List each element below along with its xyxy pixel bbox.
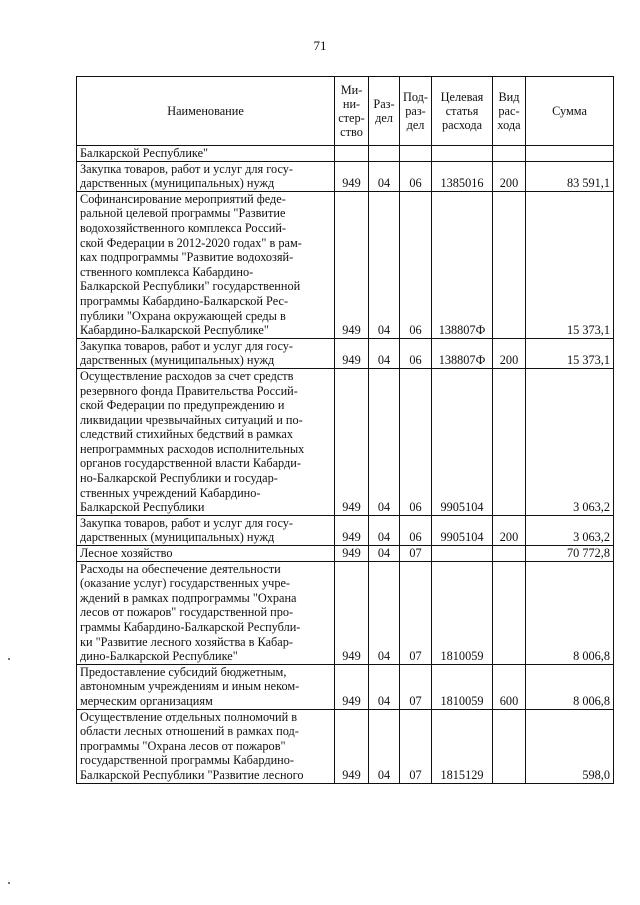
row-target-article: 9905104	[432, 368, 493, 515]
row-target-article: 138807Ф	[432, 191, 493, 338]
row-sum: 8 006,8	[526, 664, 614, 709]
row-expense-type: 200	[493, 161, 526, 191]
row-section: 04	[369, 338, 400, 368]
header-ministry: Ми- ни- стер- ство	[335, 77, 369, 146]
row-sum: 3 063,2	[526, 515, 614, 545]
row-name: Осуществление отдельных полномочий в области лесных отношений в рамках под- программы "Охрана лесов от пожаров" государственной программы Кабардино- Балкарской Республики "Развитие лесного	[77, 709, 335, 783]
row-name: Предоставление субсидий бюджетным, автономным учреждениям и иным неком- мерческим организациям	[77, 664, 335, 709]
row-section: 04	[369, 368, 400, 515]
table-row	[77, 709, 614, 783]
row-subsection: 06	[400, 338, 432, 368]
scan-speck	[8, 658, 10, 660]
row-name: Расходы на обеспечение деятельности (оказание услуг) государственных учре- ждений в рамках подпрограммы "Охрана лесов от пожаров" государственной про- граммы Кабардино-Балкарской Республи- ки "Развитие лесного хозяйства в Кабар- дино-Балкарской Республике"	[77, 561, 335, 664]
row-ministry: 949	[335, 515, 369, 545]
row-expense-type	[493, 561, 526, 664]
row-ministry	[335, 146, 369, 162]
table-row	[77, 338, 614, 368]
table-row	[77, 515, 614, 545]
table-header-row	[77, 77, 614, 146]
row-target-article: 1810059	[432, 664, 493, 709]
row-name: Софинансирование мероприятий феде- ральной целевой программы "Развитие водохозяйственного комплекса Россий- ской Федерации в 2012-2020 годах" в рам- ках подпрограммы "Развитие водохозяй- ственного комплекса Кабардино- Балкарской Республики" государственной программы Кабардино-Балкарской Рес- публики "Охрана окружающей среды в Кабардино-Балкарской Республике"	[77, 191, 335, 338]
row-sum: 70 772,8	[526, 546, 614, 562]
row-subsection: 07	[400, 709, 432, 783]
row-name: Балкарской Республике"	[77, 146, 335, 162]
row-expense-type	[493, 146, 526, 162]
row-expense-type	[493, 546, 526, 562]
row-sum: 3 063,2	[526, 368, 614, 515]
row-sum: 598,0	[526, 709, 614, 783]
row-target-article	[432, 546, 493, 562]
row-ministry: 949	[335, 368, 369, 515]
header-sum: Сумма	[526, 77, 614, 146]
row-ministry: 949	[335, 561, 369, 664]
row-section: 04	[369, 191, 400, 338]
table-row	[77, 146, 614, 162]
row-section: 04	[369, 709, 400, 783]
row-ministry: 949	[335, 338, 369, 368]
table-row	[77, 191, 614, 338]
header-target-article: Целевая статья расхода	[432, 77, 493, 146]
header-subsection: Под- раз- дел	[400, 77, 432, 146]
row-subsection: 06	[400, 368, 432, 515]
row-target-article: 1815129	[432, 709, 493, 783]
row-ministry: 949	[335, 546, 369, 562]
row-subsection: 06	[400, 515, 432, 545]
row-subsection: 06	[400, 191, 432, 338]
row-ministry: 949	[335, 709, 369, 783]
row-expense-type	[493, 191, 526, 338]
table-row	[77, 546, 614, 562]
row-sum	[526, 146, 614, 162]
table-row	[77, 368, 614, 515]
row-target-article: 1385016	[432, 161, 493, 191]
row-ministry: 949	[335, 161, 369, 191]
row-section: 04	[369, 561, 400, 664]
row-ministry: 949	[335, 664, 369, 709]
row-target-article: 138807Ф	[432, 338, 493, 368]
row-expense-type: 200	[493, 515, 526, 545]
row-target-article	[432, 146, 493, 162]
row-section: 04	[369, 664, 400, 709]
row-subsection: 06	[400, 161, 432, 191]
row-section: 04	[369, 515, 400, 545]
row-sum: 83 591,1	[526, 161, 614, 191]
row-expense-type	[493, 368, 526, 515]
row-sum: 15 373,1	[526, 191, 614, 338]
row-target-article: 1810059	[432, 561, 493, 664]
row-expense-type: 200	[493, 338, 526, 368]
row-sum: 8 006,8	[526, 561, 614, 664]
scan-speck	[8, 882, 10, 884]
row-expense-type: 600	[493, 664, 526, 709]
row-name: Закупка товаров, работ и услуг для госу- дарственных (муниципальных) нужд	[77, 515, 335, 545]
row-name: Лесное хозяйство	[77, 546, 335, 562]
table-row	[77, 664, 614, 709]
row-section	[369, 146, 400, 162]
row-name: Закупка товаров, работ и услуг для госу- дарственных (муниципальных) нужд	[77, 338, 335, 368]
row-name: Осуществление расходов за счет средств резервного фонда Правительства Россий- ской Федерации по предупреждению и ликвидации чрезвычайных ситуаций и по- следствий стихийных бедствий в рамках непрограммных расходов исполнительных органов государственной власти Кабарди- но-Балкарской Республики и государ- ственных учреждений Кабардино- Балкарской Республики	[77, 368, 335, 515]
row-subsection: 07	[400, 561, 432, 664]
row-subsection	[400, 146, 432, 162]
row-sum: 15 373,1	[526, 338, 614, 368]
row-subsection: 07	[400, 664, 432, 709]
row-expense-type	[493, 709, 526, 783]
table-row	[77, 161, 614, 191]
row-name: Закупка товаров, работ и услуг для госу- дарственных (муниципальных) нужд	[77, 161, 335, 191]
header-section: Раз- дел	[369, 77, 400, 146]
header-expense-type: Вид рас- хода	[493, 77, 526, 146]
row-section: 04	[369, 161, 400, 191]
table-row	[77, 561, 614, 664]
row-subsection: 07	[400, 546, 432, 562]
page-number: 71	[313, 38, 327, 53]
budget-table	[76, 76, 614, 784]
row-ministry: 949	[335, 191, 369, 338]
header-name: Наименование	[77, 77, 335, 146]
row-section: 04	[369, 546, 400, 562]
row-target-article: 9905104	[432, 515, 493, 545]
